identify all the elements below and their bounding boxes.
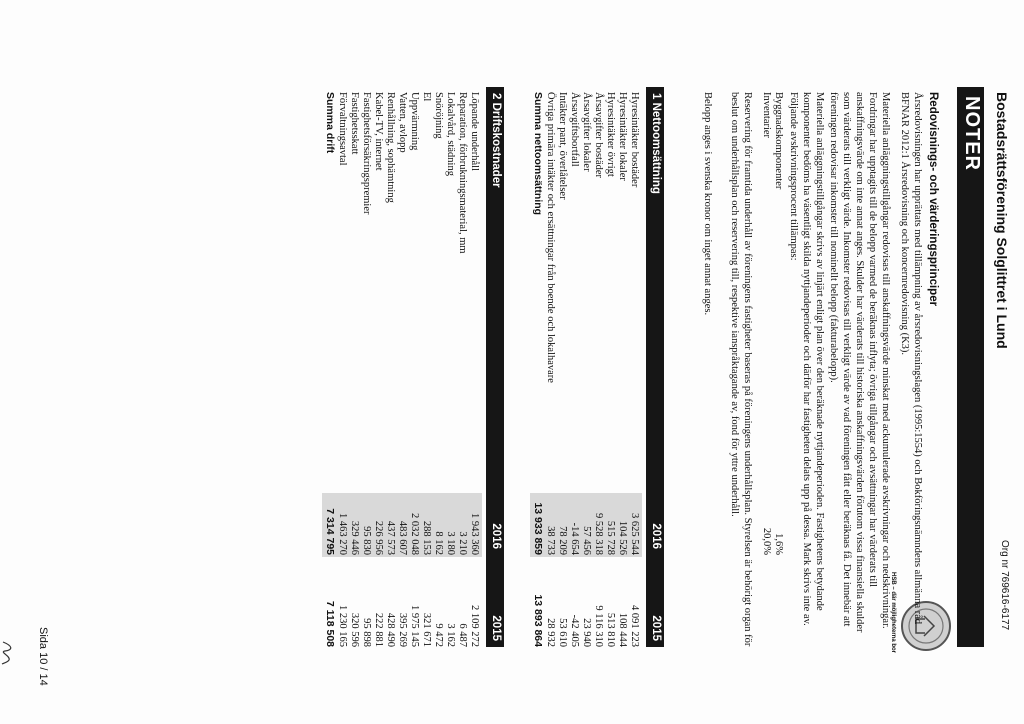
principles-paragraph-4: Reservering för framtida underhåll av föreningens fastigheter baseras på föreningens underhållsplan. Styrelsen är behörigt organ för beslut om underhållsplan och reservering till, respektive ianspråktagande av, fond för yttre underhåll. xyxy=(729,92,753,647)
row-label: Intäkter pant, överlåtelser xyxy=(557,92,568,200)
table-row xyxy=(556,92,568,647)
table-row xyxy=(468,92,480,647)
page-number: Sida 10 / 14 xyxy=(37,627,49,686)
table-row xyxy=(616,92,628,647)
table-row xyxy=(420,92,432,647)
row-label: Löpande underhåll xyxy=(469,92,480,172)
table-row xyxy=(360,92,372,647)
value-2016: 3 625 544 xyxy=(629,513,640,555)
value-2016: 329 446 xyxy=(349,520,360,555)
row-label: Fastighetsskatt xyxy=(349,92,360,155)
row-label: Årsavgiftsbortfall xyxy=(569,92,580,167)
depreciation-row-inventory xyxy=(760,92,772,647)
principles-paragraph-2: Materiella anläggningstillgångar redovisas till anskaffningsvärde minskat med ackumulerade avskrivningar och nedskrivningar. Fordringar har upptagits till de belopp varmed de beräknas inflyta; övriga tillgångar och avsättningar har värderats till anskaffningsvärde om inte annat anges. Skulder har värderats till historiska anskaffningsvärden förutom vissa finansiella skulder som värderats till verkligt värde. Inkomster redovisas till verkligt värde av vad föreningen fått eller beräknas få. Det innebär att föreningen redovisar inkomster till nominellt belopp (fakturabelopp). xyxy=(828,92,891,633)
value-2016: 3 210 xyxy=(457,531,468,555)
depreciation-value: 1,6% xyxy=(773,533,784,555)
note-1-sum-row xyxy=(532,92,544,647)
signature-mark xyxy=(0,640,17,666)
row-label: Reparation, förbrukningsmaterial, mm xyxy=(457,92,468,254)
value-2016: 1 943 360 xyxy=(469,513,480,555)
table-row xyxy=(336,92,348,647)
value-2015: 513 810 xyxy=(605,612,616,647)
row-label: El xyxy=(421,92,432,102)
sum-2016: 7 314 795 xyxy=(324,508,336,555)
value-2016: 226 956 xyxy=(373,520,384,555)
sum-label: Summa drift xyxy=(324,92,336,154)
table-row xyxy=(580,92,592,647)
sum-2016: 13 933 859 xyxy=(532,502,544,555)
principles-heading: Redovisnings- och värderingsprinciper xyxy=(927,92,939,307)
value-2015: 53 610 xyxy=(557,618,568,647)
table-row xyxy=(384,92,396,647)
row-label: Hyresintäkter lokaler xyxy=(617,92,628,181)
value-2016: 2 032 048 xyxy=(409,513,420,555)
value-2015: 6 487 xyxy=(457,623,468,647)
value-2015: 28 932 xyxy=(545,618,556,647)
association-name: Bostadsrättsförening Solglittret i Lund xyxy=(994,92,1010,349)
value-2015: 320 596 xyxy=(349,612,360,647)
value-2016: 515 728 xyxy=(605,520,616,555)
table-row xyxy=(628,92,640,647)
sum-2015: 7 118 508 xyxy=(324,600,336,647)
note-2-col-2016: 2016 xyxy=(490,523,502,549)
note-1-col-2015: 2015 xyxy=(650,615,662,641)
value-2016: 9 528 318 xyxy=(593,513,604,555)
row-label: Förvaltningsavtal xyxy=(337,92,348,166)
value-2015: -42 405 xyxy=(569,614,580,647)
note-1-title-bar xyxy=(646,87,664,647)
logo-tagline: HSB – där möjligheterna bor xyxy=(890,572,896,654)
table-row xyxy=(544,92,556,647)
value-2016: 57 456 xyxy=(581,526,592,555)
row-label: Övriga primära intäkter och ersättningar från boende och lokalhavare xyxy=(545,92,556,383)
note-2-title-bar xyxy=(486,87,504,647)
table-row xyxy=(444,92,456,647)
note-2-sum-row xyxy=(324,92,336,647)
value-2015: 2 109 272 xyxy=(469,605,480,647)
depreciation-label: Byggnadskomponenter xyxy=(773,92,784,190)
row-label: Kabel-TV, internet xyxy=(373,92,384,171)
table-row xyxy=(592,92,604,647)
table-row xyxy=(396,92,408,647)
value-2016: 8 162 xyxy=(433,531,444,555)
sum-2015: 13 893 864 xyxy=(532,594,544,647)
value-2016: 104 526 xyxy=(617,520,628,555)
note-2-col-2015: 2015 xyxy=(490,615,502,641)
row-label: Årsavgifter lokaler xyxy=(581,92,592,172)
row-label: Vatten, avlopp xyxy=(397,92,408,153)
row-label: Fastighetsförsäkringspremier xyxy=(361,92,372,215)
depreciation-label: Inventarier xyxy=(761,92,772,139)
value-2015: 108 444 xyxy=(617,612,628,647)
value-2016: 437 573 xyxy=(385,520,396,555)
row-label: Lokalvård, städning xyxy=(445,92,456,176)
row-label: Hyresintäkter övrigt xyxy=(605,92,616,177)
value-2015: 9 116 310 xyxy=(593,605,604,647)
table-row xyxy=(456,92,468,647)
table-row xyxy=(372,92,384,647)
value-2015: 321 671 xyxy=(421,612,432,647)
value-2015: 23 940 xyxy=(581,618,592,647)
value-2015: 4 091 223 xyxy=(629,605,640,647)
table-row xyxy=(432,92,444,647)
value-2015: 395 269 xyxy=(397,612,408,647)
value-2016: 1 463 270 xyxy=(337,513,348,555)
sum-label: Summa nettoomsättning xyxy=(532,92,544,216)
value-2015: 222 881 xyxy=(373,612,384,647)
table-row xyxy=(604,92,616,647)
value-2016: 78 209 xyxy=(557,526,568,555)
depreciation-value: 20,0% xyxy=(761,527,772,555)
note-1-col-2016: 2016 xyxy=(650,523,662,549)
value-2016: 288 153 xyxy=(421,520,432,555)
value-2015: 428 490 xyxy=(385,612,396,647)
value-2015: 9 472 xyxy=(433,623,444,647)
principles-paragraph-5: Belopp anges i svenska kronor om inget annat anges. xyxy=(702,92,713,316)
row-label: Snöröjning xyxy=(433,92,444,139)
row-label: Renhållning, sophämtning xyxy=(385,92,396,203)
value-2015: 3 162 xyxy=(445,623,456,647)
notes-banner xyxy=(957,87,984,647)
table-row xyxy=(568,92,580,647)
value-2016: 3 180 xyxy=(445,531,456,555)
principles-paragraph-3: Materiella anläggningstillgångar skrivs av linjärt enligt plan över den beräknade nyttjandeperioden. Fastighetens betydande komponenter bedöms ha väsentligt skilda nyttjandeperioder och därför har fastigheten delats upp på dessa. Mark skrivs inte av. Följande avskrivningsprocent tillämpas: xyxy=(788,92,825,626)
table-row xyxy=(408,92,420,647)
value-2016: -14 654 xyxy=(569,522,580,555)
value-2016: 95 830 xyxy=(361,526,372,555)
value-2015: 1 230 165 xyxy=(337,605,348,647)
principles-paragraph-1: Årsredovisningen har upprättats med tillämpning av årsredovisningslagen (1995:1554) och Bokföringsnämndens allmänna råd BFNAR 2012:1 Årsredovisning och koncernredovisning (K3). xyxy=(899,92,923,625)
value-2016: 38 733 xyxy=(545,526,556,555)
note-1-title: 1 Nettoomsättning xyxy=(650,93,662,194)
row-label: Uppvärmning xyxy=(409,92,420,151)
row-label: Årsavgifter bostäder xyxy=(593,92,604,179)
value-2016: 483 607 xyxy=(397,520,408,555)
row-label: Hyresintäkter bostäder xyxy=(629,92,640,188)
notes-title: NOTER xyxy=(961,96,983,171)
depreciation-row-buildings xyxy=(772,92,784,647)
value-2015: 95 898 xyxy=(361,618,372,647)
org-number: Org nr 769616-6177 xyxy=(999,540,1010,631)
note-2-title: 2 Driftskostnader xyxy=(490,93,502,188)
value-2015: 1 975 145 xyxy=(409,605,420,647)
table-row xyxy=(348,92,360,647)
